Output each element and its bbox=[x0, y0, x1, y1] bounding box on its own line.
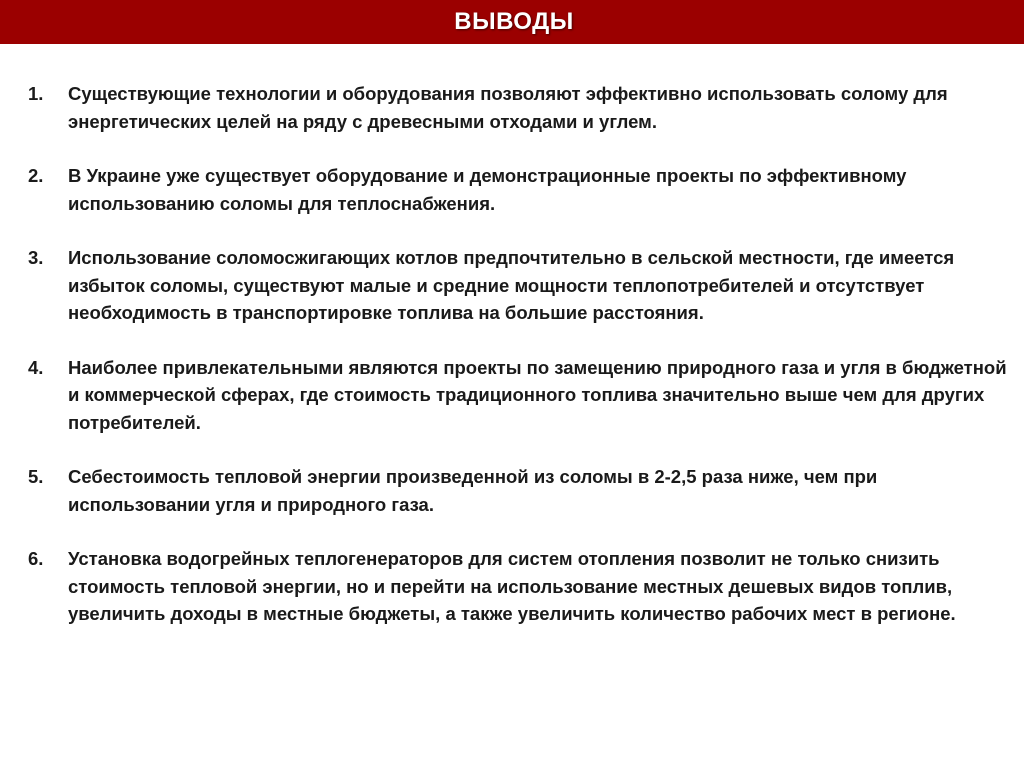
list-item bbox=[28, 80, 1008, 135]
item-number: 5. bbox=[28, 466, 44, 487]
item-number: 3. bbox=[28, 247, 44, 268]
item-number: 1. bbox=[28, 83, 44, 104]
list-item bbox=[28, 354, 1008, 437]
list-item bbox=[28, 545, 1008, 628]
item-text: Использование соломосжигающих котлов предпочтительно в сельской местности, где имеется избыток соломы, существуют малые и средние мощности теплопотребителей и отсутствует необходимость в транспортировке топлива на большие расстояния. bbox=[68, 247, 955, 323]
list-item bbox=[28, 162, 1008, 217]
item-number: 4. bbox=[28, 356, 44, 378]
item-text: В Украине уже существует оборудование и демонстрационные проекты по эффективному использованию соломы для теплоснабжения. bbox=[68, 165, 907, 214]
item-text: Себестоимость тепловой энергии произведенной из соломы в 2-2,5 раза ниже, чем при использовании угля и природного газа. bbox=[68, 466, 878, 515]
list-item bbox=[28, 463, 1008, 518]
item-text: Установка водогрейных теплогенераторов для систем отопления позволит не только снизить стоимость тепловой энергии, но и перейти на использование местных дешевых видов топлив, увеличить доходы в местные бюджеты, а также увеличить количество рабочих мест в регионе. bbox=[68, 548, 956, 624]
item-number: 6. bbox=[28, 548, 44, 569]
slide-title: ВЫВОДЫ bbox=[454, 8, 574, 35]
item-text: Наиболее привлекательными являются проекты по замещению природного газа и угля в бюджетной и коммерческой сферах, где стоимость традиционного топлива значительно выше чем для других потребителей. bbox=[68, 356, 1007, 433]
conclusions-list bbox=[28, 80, 1008, 655]
list-item bbox=[28, 244, 1008, 327]
item-text: Существующие технологии и оборудования позволяют эффективно использовать солому для энергетических целей на ряду с древесными отходами и углем. bbox=[68, 83, 948, 132]
title-bar bbox=[0, 0, 1024, 44]
item-number: 2. bbox=[28, 165, 44, 186]
